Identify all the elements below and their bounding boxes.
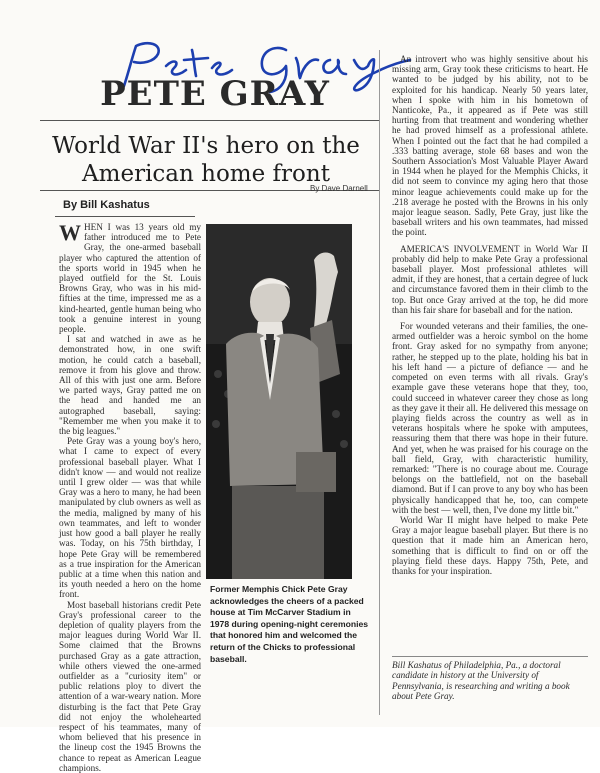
paragraph: For wounded veterans and their families, the one-armed outfielder was a heroic symbol on the home front. Gray asked for no sympathy from anyone; rather, he stepped up to the plate, holding his bat in his left hand — a picture of defiance — and he competed on even terms with all rivals. Gray's example gave these veterans hope that they, too, could succeed in whatever career they chose as long as they gave it their all. He delivered this message on playing fields across the country as well as in veterans hospitals where he spoke with amputees, reassuring them that there was hope in their future. And yet, when he was praised for his courage on the ball field, Gray, with characteristic humility, remarked: "There is no courage about me. Courage belongs on the battlefield, not on the baseball diamond. But if I can prove to any boy who has been physically handicapped that he, too, can compete with the best — well, then, I've done my little bit." [392, 321, 588, 515]
headline-rule [40, 120, 380, 121]
photo-caption: Former Memphis Chick Pete Gray acknowledges the cheers of a packed house at Tim McCarver Stadium in 1978 during opening-night ceremonies that honored him and welcomed the return of the Chicks to professional baseball. [210, 584, 369, 664]
author-byline: By Bill Kashatus [63, 199, 150, 211]
column-three [392, 54, 588, 654]
paragraph: World War II might have helped to make Pete Gray a major league baseball player. But there is no question that it made him an American hero, something that is difficult to find on or off the playing field these days. Happy 75th, Pete, and thanks for your inspiration. [392, 514, 588, 576]
signature-text: Pete Gray [118, 36, 123, 37]
paragraph: Pete Gray was a young boy's hero, what I came to expect of every professional baseball player. What I didn't know — and would not realize until I grew older — was that while Gray was a hero to many, he had been manipulated by club owners as well as the media, maligned by many of his own teammates, and left to wonder just how good a ball player he really was. Today, on his 75th birthday, I hope Pete Gray will be remembered as a true inspiration for the American public at a time when this nation and its youth needed a hero on the home front. [59, 436, 201, 600]
byline-rule [55, 216, 195, 217]
paragraph: AMERICA'S INVOLVEMENT in World War II probably did help to make Pete Gray a professional baseball player. Most professional athletes will admit, if they are honest, that a certain degree of luck and circumstance favored them in their climb to the top. But once Gray arrived at the top, he did more than his fair share for baseball and for the nation. [392, 243, 588, 315]
author-note: Bill Kashatus of Philadelphia, Pa., a doctoral candidate in history at the University of Pennsylvania, is researching and writing a book about Pete Gray. [392, 660, 570, 701]
drop-cap: W [59, 220, 81, 245]
photo-credit: By Dave Darnell [310, 184, 368, 193]
name-headline: PETE GRAY [100, 74, 330, 114]
paragraph [59, 222, 201, 334]
paragraph-text: HEN I was 13 years old my father introduced me to Pete Gray, the one-armed baseball player who captured the attention of the sports world in 1945 when he played outfield for the St. Louis Browns Gray, who was in his mid-fifties at the time, impressed me as a kind-hearted, gentle human being who took a genuine interest in young people. [59, 222, 201, 335]
column-one [59, 220, 201, 773]
subheadline: World War II's hero on the American home front [52, 133, 360, 187]
paragraph: Most baseball historians credit Pete Gray's professional career to the depletion of quality players from the major leagues during World War II. Some claimed that the Browns purchased Gray as a gate attraction, while others viewed the one-armed outfielder as a "curiosity item" or public relations ploy to divert the attention of a war-weary nation. More disturbing is the fact that Pete Gray did not enjoy the wholehearted respect of his teammates, many of whom believed that his presence in the lineup cost the 1945 Browns the chance to repeat as American League champions. [59, 599, 201, 773]
paragraph: An introvert who was highly sensitive about his missing arm, Gray took these criticisms to heart. He wanted to be judged by his ability, not to be exploited for his handicap. Nearly 50 years later, when I spoke with him in his hometown of Nanticoke, Pa., it appeared as if Pete was still hurting from that treatment and wondering whether he had proved himself as a professional athlete. When I pointed out the fact that he had compiled a .333 batting average, stole 68 bases and won the Southern Association's Most Valuable Player Award in 1944 when he played for the Memphis Chicks, it did not seem to convince my aging hero that those minor league achievements could make up for the .218 average he posted with the Browns in his only major league season. Sadly, Pete Gray, just like the baseball writers and his own teammates, had missed the point. [392, 54, 588, 238]
paragraph: I sat and watched in awe as he demonstrated how, in one swift motion, he could catch a baseball, remove it from his glove and throw. All of this with just one arm. Before we parted ways, Gray patted me on the head and handed me an autographed baseball, saying: "Remember me when you make it to the big leagues." [59, 334, 201, 437]
pete-gray-photo [206, 224, 352, 579]
column-divider [379, 50, 380, 715]
note-rule [392, 656, 588, 657]
